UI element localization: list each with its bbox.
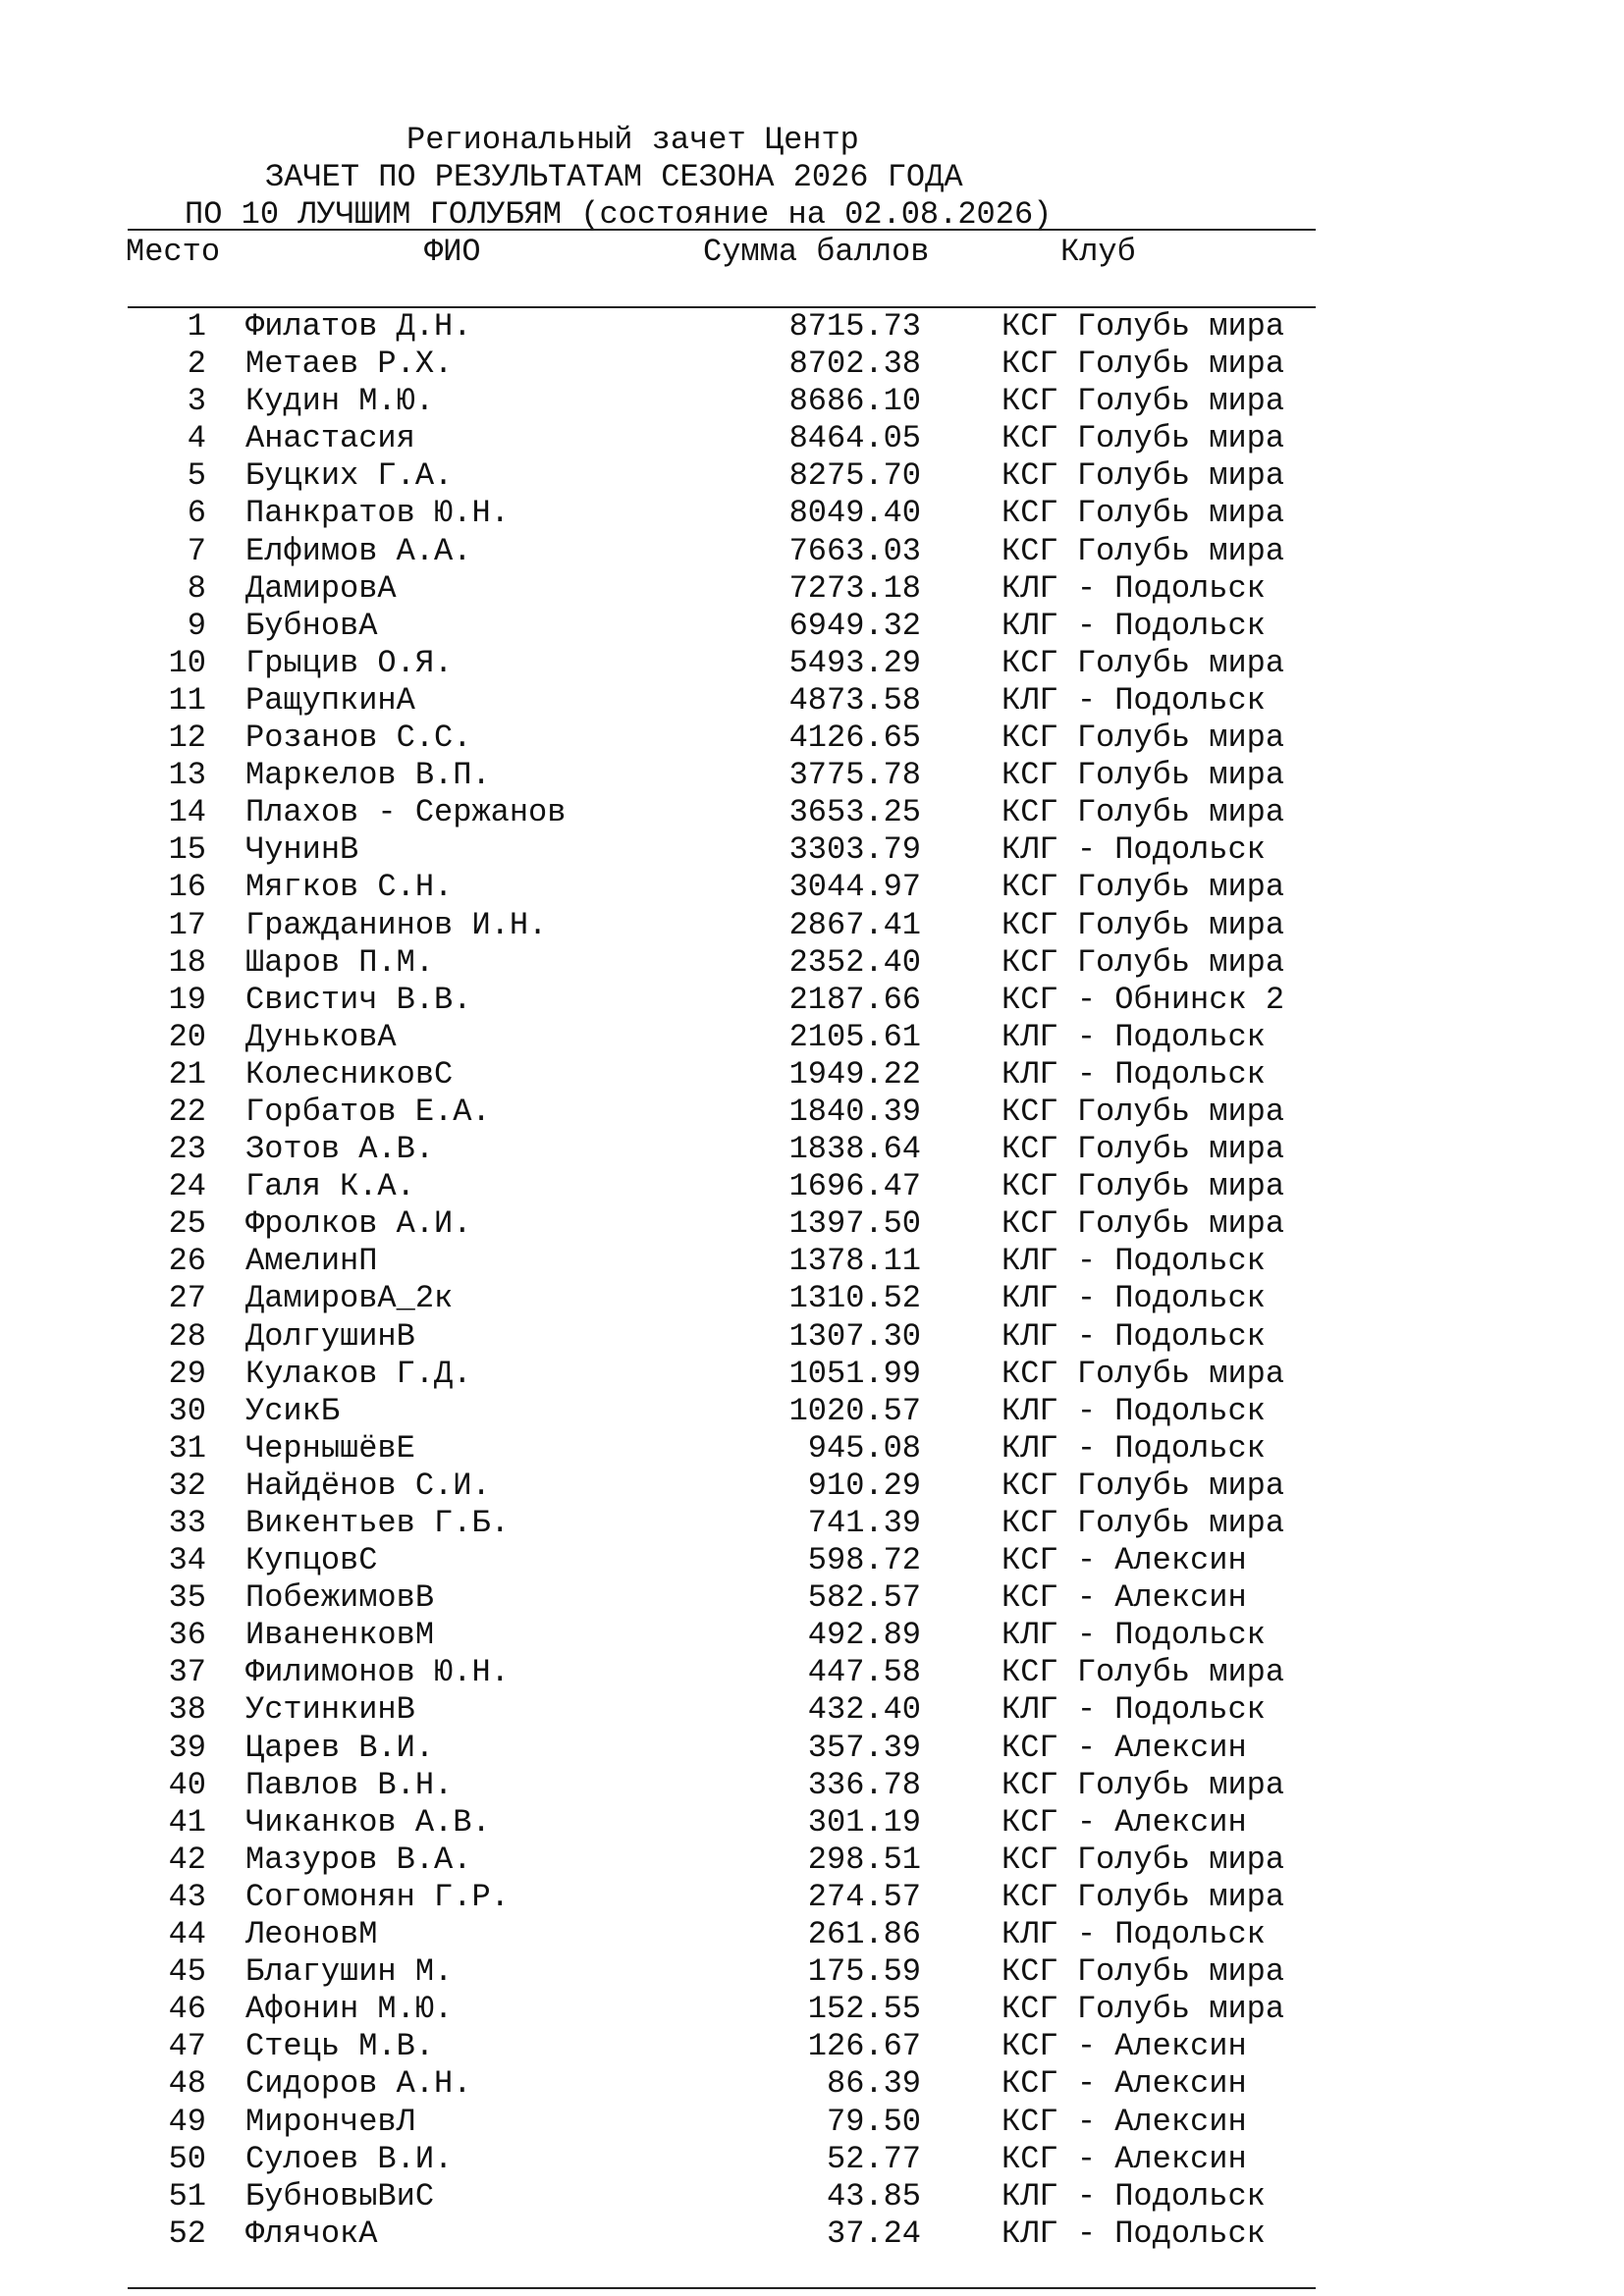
row-name: ЧернышёвЕ — [245, 1429, 415, 1467]
table-row — [0, 905, 1624, 942]
row-place: 23 — [168, 1131, 206, 1168]
row-name: Зотов А.В. — [245, 1131, 435, 1168]
row-club: КСГ - Алексин — [1001, 1803, 1247, 1841]
row-name: Кудин М.Ю. — [245, 383, 435, 420]
row-score: 1696.47 — [788, 1168, 921, 1205]
row-place: 6 — [187, 495, 206, 532]
row-club: КСГ Голубь мира — [1001, 1505, 1285, 1541]
row-score: 8715.73 — [788, 308, 921, 345]
row-name: Грыцив О.Я. — [245, 644, 454, 681]
row-score: 52.77 — [826, 2140, 921, 2177]
row-score: 1310.52 — [788, 1280, 921, 1317]
row-club: КСГ Голубь мира — [1001, 383, 1285, 420]
column-header-name: ФИО — [424, 234, 481, 270]
table-top-rule — [128, 229, 1316, 231]
row-place: 14 — [168, 794, 206, 831]
row-name: Елфимов А.А. — [245, 532, 472, 569]
row-club: КСГ Голубь мира — [1001, 1355, 1285, 1392]
column-header-score: Сумма баллов — [703, 234, 930, 270]
table-row — [0, 1615, 1624, 1652]
row-score: 8464.05 — [788, 420, 921, 457]
table-row — [0, 1129, 1624, 1166]
table-row — [0, 418, 1624, 455]
table-row — [0, 1278, 1624, 1315]
row-club: КСГ Голубь мира — [1001, 1168, 1285, 1205]
row-place: 1 — [187, 308, 206, 345]
row-place: 24 — [168, 1168, 206, 1205]
row-place: 2 — [187, 346, 206, 383]
table-row — [0, 1877, 1624, 1914]
row-club: КСГ Голубь мира — [1001, 1467, 1285, 1504]
table-bottom-rule — [128, 2287, 1316, 2289]
table-row — [0, 1540, 1624, 1577]
row-name: Розанов С.С. — [245, 720, 472, 757]
table-row — [0, 980, 1624, 1017]
row-name: Анастасия — [245, 420, 415, 457]
table-row — [0, 1316, 1624, 1354]
row-name: Свистич В.В. — [245, 981, 472, 1018]
row-place: 20 — [168, 1018, 206, 1055]
table-row — [0, 2026, 1624, 2063]
row-place: 50 — [168, 2140, 206, 2177]
row-score: 3303.79 — [788, 831, 921, 869]
row-score: 2187.66 — [788, 981, 921, 1018]
row-club: КЛГ - Подольск — [1001, 1280, 1266, 1317]
row-score: 741.39 — [807, 1505, 921, 1541]
row-name: Маркелов В.П. — [245, 757, 491, 794]
row-score: 37.24 — [826, 2215, 921, 2252]
table-row — [0, 2063, 1624, 2101]
row-place: 30 — [168, 1392, 206, 1429]
row-score: 1307.30 — [788, 1317, 921, 1355]
row-club: КСГ - Алексин — [1001, 2140, 1247, 2177]
table-row — [0, 1577, 1624, 1615]
table-row — [0, 1054, 1624, 1092]
row-club: КЛГ - Подольск — [1001, 831, 1266, 869]
row-score: 1051.99 — [788, 1355, 921, 1392]
row-place: 52 — [168, 2215, 206, 2252]
row-place: 19 — [168, 981, 206, 1018]
row-name: АмелинП — [245, 1243, 378, 1280]
row-place: 49 — [168, 2103, 206, 2140]
row-name: Сулоев В.И. — [245, 2140, 454, 2177]
row-club: КСГ Голубь мира — [1001, 1841, 1285, 1878]
row-name: ИваненковМ — [245, 1617, 435, 1654]
table-row — [0, 1802, 1624, 1840]
row-place: 13 — [168, 757, 206, 794]
row-club: КЛГ - Подольск — [1001, 1429, 1266, 1467]
table-row — [0, 306, 1624, 344]
table-row — [0, 1951, 1624, 1989]
table-row — [0, 867, 1624, 904]
row-club: КЛГ - Подольск — [1001, 1055, 1266, 1093]
row-club: КЛГ - Подольск — [1001, 681, 1266, 719]
row-name: ДамировА — [245, 569, 397, 607]
row-place: 7 — [187, 532, 206, 569]
row-name: ЛеоновМ — [245, 1916, 378, 1953]
table-row — [0, 1428, 1624, 1466]
row-place: 11 — [168, 681, 206, 719]
row-place: 5 — [187, 457, 206, 495]
row-club: КСГ - Алексин — [1001, 1579, 1247, 1617]
row-score: 43.85 — [826, 2177, 921, 2215]
row-name: БубновыВиС — [245, 2177, 435, 2215]
row-name: Фролков А.И. — [245, 1205, 472, 1243]
row-name: Плахов - Сержанов — [245, 794, 567, 831]
row-name: УстинкинВ — [245, 1691, 415, 1729]
row-name: Стець М.В. — [245, 2028, 435, 2065]
row-name: Чиканков А.В. — [245, 1803, 491, 1841]
row-place: 12 — [168, 720, 206, 757]
table-row — [0, 2214, 1624, 2251]
row-club: КЛГ - Подольск — [1001, 2177, 1266, 2215]
row-name: РащупкинА — [245, 681, 415, 719]
row-score: 336.78 — [807, 1766, 921, 1803]
row-club: КСГ Голубь мира — [1001, 1093, 1285, 1130]
row-place: 15 — [168, 831, 206, 869]
row-place: 36 — [168, 1617, 206, 1654]
row-place: 21 — [168, 1055, 206, 1093]
row-place: 25 — [168, 1205, 206, 1243]
row-name: КолесниковС — [245, 1055, 454, 1093]
row-place: 34 — [168, 1542, 206, 1579]
row-name: ДуньковА — [245, 1018, 397, 1055]
row-club: КЛГ - Подольск — [1001, 1243, 1266, 1280]
row-score: 7273.18 — [788, 569, 921, 607]
row-place: 40 — [168, 1766, 206, 1803]
row-name: Филимонов Ю.Н. — [245, 1654, 510, 1691]
row-club: КСГ - Алексин — [1001, 1729, 1247, 1766]
row-score: 301.19 — [807, 1803, 921, 1841]
region-title: Региональный зачет Центр — [406, 122, 859, 158]
row-score: 274.57 — [807, 1878, 921, 1915]
row-place: 9 — [187, 607, 206, 644]
row-club: КСГ Голубь мира — [1001, 644, 1285, 681]
row-name: Метаев Р.Х. — [245, 346, 454, 383]
row-name: УсикБ — [245, 1392, 341, 1429]
row-name: Панкратов Ю.Н. — [245, 495, 510, 532]
status-title: ПО 10 ЛУЧШИМ ГОЛУБЯМ (состояние на 02.08.2026) — [185, 196, 1053, 233]
table-row — [0, 568, 1624, 606]
row-name: ФлячокА — [245, 2215, 378, 2252]
row-score: 357.39 — [807, 1729, 921, 1766]
row-club: КСГ Голубь мира — [1001, 532, 1285, 569]
row-club: КСГ Голубь мира — [1001, 495, 1285, 532]
row-score: 8702.38 — [788, 346, 921, 383]
row-place: 32 — [168, 1467, 206, 1504]
row-club: КЛГ - Подольск — [1001, 1617, 1266, 1654]
row-club: КСГ Голубь мира — [1001, 757, 1285, 794]
row-club: КЛГ - Подольск — [1001, 1392, 1266, 1429]
row-place: 42 — [168, 1841, 206, 1878]
row-name: Галя К.А. — [245, 1168, 415, 1205]
row-club: КСГ Голубь мира — [1001, 308, 1285, 345]
row-place: 35 — [168, 1579, 206, 1617]
row-name: Сидоров А.Н. — [245, 2065, 472, 2103]
row-place: 3 — [187, 383, 206, 420]
table-row — [0, 1728, 1624, 1765]
row-club: КСГ - Алексин — [1001, 2065, 1247, 2103]
table-row — [0, 1241, 1624, 1278]
row-name: Царев В.И. — [245, 1729, 435, 1766]
row-club: КЛГ - Подольск — [1001, 1916, 1266, 1953]
row-score: 4126.65 — [788, 720, 921, 757]
table-row — [0, 1017, 1624, 1054]
row-score: 1838.64 — [788, 1131, 921, 1168]
row-place: 51 — [168, 2177, 206, 2215]
row-club: КСГ Голубь мира — [1001, 1991, 1285, 2028]
row-place: 18 — [168, 943, 206, 981]
row-place: 45 — [168, 1953, 206, 1991]
row-place: 22 — [168, 1093, 206, 1130]
row-place: 39 — [168, 1729, 206, 1766]
table-row — [0, 755, 1624, 792]
table-row — [0, 829, 1624, 867]
row-name: Павлов В.Н. — [245, 1766, 454, 1803]
table-row — [0, 1203, 1624, 1241]
row-place: 16 — [168, 869, 206, 906]
row-name: Гражданинов И.Н. — [245, 906, 548, 943]
row-score: 8275.70 — [788, 457, 921, 495]
row-club: КЛГ - Подольск — [1001, 1317, 1266, 1355]
table-row — [0, 1689, 1624, 1727]
row-score: 175.59 — [807, 1953, 921, 1991]
row-score: 2352.40 — [788, 943, 921, 981]
row-name: Мазуров В.А. — [245, 1841, 472, 1878]
row-score: 86.39 — [826, 2065, 921, 2103]
row-name: Найдёнов С.И. — [245, 1467, 491, 1504]
row-club: КСГ - Алексин — [1001, 2028, 1247, 2065]
table-row — [0, 1503, 1624, 1540]
row-club: КЛГ - Подольск — [1001, 1018, 1266, 1055]
row-place: 38 — [168, 1691, 206, 1729]
season-title: ЗАЧЕТ ПО РЕЗУЛЬТАТАМ СЕЗОНА 2026 ГОДА — [265, 159, 963, 195]
row-club: КСГ Голубь мира — [1001, 794, 1285, 831]
row-name: Викентьев Г.Б. — [245, 1505, 510, 1541]
row-club: КСГ - Обнинск 2 — [1001, 981, 1285, 1018]
table-row — [0, 1166, 1624, 1203]
row-place: 48 — [168, 2065, 206, 2103]
row-score: 432.40 — [807, 1691, 921, 1729]
row-place: 47 — [168, 2028, 206, 2065]
row-score: 3653.25 — [788, 794, 921, 831]
row-score: 1378.11 — [788, 1243, 921, 1280]
row-place: 28 — [168, 1317, 206, 1355]
row-name: ДолгушинВ — [245, 1317, 415, 1355]
row-place: 8 — [187, 569, 206, 607]
table-row — [0, 643, 1624, 680]
row-score: 7663.03 — [788, 532, 921, 569]
row-score: 910.29 — [807, 1467, 921, 1504]
row-score: 152.55 — [807, 1991, 921, 2028]
row-score: 582.57 — [807, 1579, 921, 1617]
row-club: КСГ Голубь мира — [1001, 457, 1285, 495]
standings-table-body — [0, 306, 1624, 2251]
row-score: 492.89 — [807, 1617, 921, 1654]
table-row — [0, 1914, 1624, 1951]
table-row — [0, 2176, 1624, 2214]
table-row — [0, 1989, 1624, 2026]
row-name: Филатов Д.Н. — [245, 308, 472, 345]
row-name: Горбатов Е.А. — [245, 1093, 491, 1130]
table-row — [0, 606, 1624, 643]
row-score: 126.67 — [807, 2028, 921, 2065]
row-name: Мягков С.Н. — [245, 869, 454, 906]
row-score: 447.58 — [807, 1654, 921, 1691]
row-score: 79.50 — [826, 2103, 921, 2140]
row-club: КСГ Голубь мира — [1001, 869, 1285, 906]
row-club: КСГ Голубь мира — [1001, 906, 1285, 943]
table-row — [0, 792, 1624, 829]
row-place: 37 — [168, 1654, 206, 1691]
row-club: КЛГ - Подольск — [1001, 2215, 1266, 2252]
row-score: 1949.22 — [788, 1055, 921, 1093]
table-row — [0, 680, 1624, 718]
row-score: 5493.29 — [788, 644, 921, 681]
row-club: КСГ Голубь мира — [1001, 1654, 1285, 1691]
row-score: 3044.97 — [788, 869, 921, 906]
row-club: КСГ - Алексин — [1001, 1542, 1247, 1579]
row-club: КСГ Голубь мира — [1001, 1205, 1285, 1243]
table-row — [0, 1765, 1624, 1802]
column-header-place: Место — [126, 234, 221, 270]
row-name: Благушин М. — [245, 1953, 454, 1991]
row-place: 43 — [168, 1878, 206, 1915]
row-name: БубновА — [245, 607, 378, 644]
row-club: КЛГ - Подольск — [1001, 1691, 1266, 1729]
row-place: 10 — [168, 644, 206, 681]
table-row — [0, 1391, 1624, 1428]
row-score: 598.72 — [807, 1542, 921, 1579]
table-row — [0, 381, 1624, 418]
row-score: 1397.50 — [788, 1205, 921, 1243]
table-row — [0, 2102, 1624, 2139]
row-club: КСГ Голубь мира — [1001, 1766, 1285, 1803]
row-score: 261.86 — [807, 1916, 921, 1953]
row-score: 3775.78 — [788, 757, 921, 794]
row-score: 8686.10 — [788, 383, 921, 420]
row-name: Буцких Г.А. — [245, 457, 454, 495]
table-row — [0, 718, 1624, 755]
row-score: 6949.32 — [788, 607, 921, 644]
row-place: 26 — [168, 1243, 206, 1280]
table-row — [0, 2139, 1624, 2176]
table-row — [0, 1652, 1624, 1689]
row-club: КСГ Голубь мира — [1001, 1131, 1285, 1168]
row-name: Кулаков Г.Д. — [245, 1355, 472, 1392]
table-row — [0, 1092, 1624, 1129]
row-club: КЛГ - Подольск — [1001, 569, 1266, 607]
row-score: 4873.58 — [788, 681, 921, 719]
row-club: КСГ Голубь мира — [1001, 420, 1285, 457]
row-score: 2867.41 — [788, 906, 921, 943]
table-row — [0, 942, 1624, 980]
row-place: 31 — [168, 1429, 206, 1467]
row-club: КСГ - Алексин — [1001, 2103, 1247, 2140]
column-header-club: Клуб — [1060, 234, 1136, 270]
row-score: 298.51 — [807, 1841, 921, 1878]
table-row — [0, 1840, 1624, 1877]
row-place: 17 — [168, 906, 206, 943]
row-score: 1840.39 — [788, 1093, 921, 1130]
row-name: Афонин М.Ю. — [245, 1991, 454, 2028]
row-club: КСГ Голубь мира — [1001, 943, 1285, 981]
row-place: 27 — [168, 1280, 206, 1317]
row-place: 29 — [168, 1355, 206, 1392]
row-club: КСГ Голубь мира — [1001, 720, 1285, 757]
table-row — [0, 344, 1624, 381]
row-place: 33 — [168, 1505, 206, 1541]
table-row — [0, 531, 1624, 568]
row-name: Согомонян Г.Р. — [245, 1878, 510, 1915]
row-name: Шаров П.М. — [245, 943, 435, 981]
table-row — [0, 493, 1624, 530]
row-club: КЛГ - Подольск — [1001, 607, 1266, 644]
row-club: КСГ Голубь мира — [1001, 1953, 1285, 1991]
row-score: 1020.57 — [788, 1392, 921, 1429]
row-name: ЧунинВ — [245, 831, 359, 869]
row-place: 44 — [168, 1916, 206, 1953]
table-row — [0, 1354, 1624, 1391]
row-place: 41 — [168, 1803, 206, 1841]
row-place: 46 — [168, 1991, 206, 2028]
row-score: 8049.40 — [788, 495, 921, 532]
row-club: КСГ Голубь мира — [1001, 1878, 1285, 1915]
table-row — [0, 455, 1624, 493]
row-name: КупцовС — [245, 1542, 378, 1579]
table-row — [0, 1466, 1624, 1503]
row-club: КСГ Голубь мира — [1001, 346, 1285, 383]
row-score: 945.08 — [807, 1429, 921, 1467]
row-place: 4 — [187, 420, 206, 457]
row-name: ДамировА_2к — [245, 1280, 454, 1317]
row-score: 2105.61 — [788, 1018, 921, 1055]
row-name: МирончевЛ — [245, 2103, 415, 2140]
row-name: ПобежимовВ — [245, 1579, 435, 1617]
